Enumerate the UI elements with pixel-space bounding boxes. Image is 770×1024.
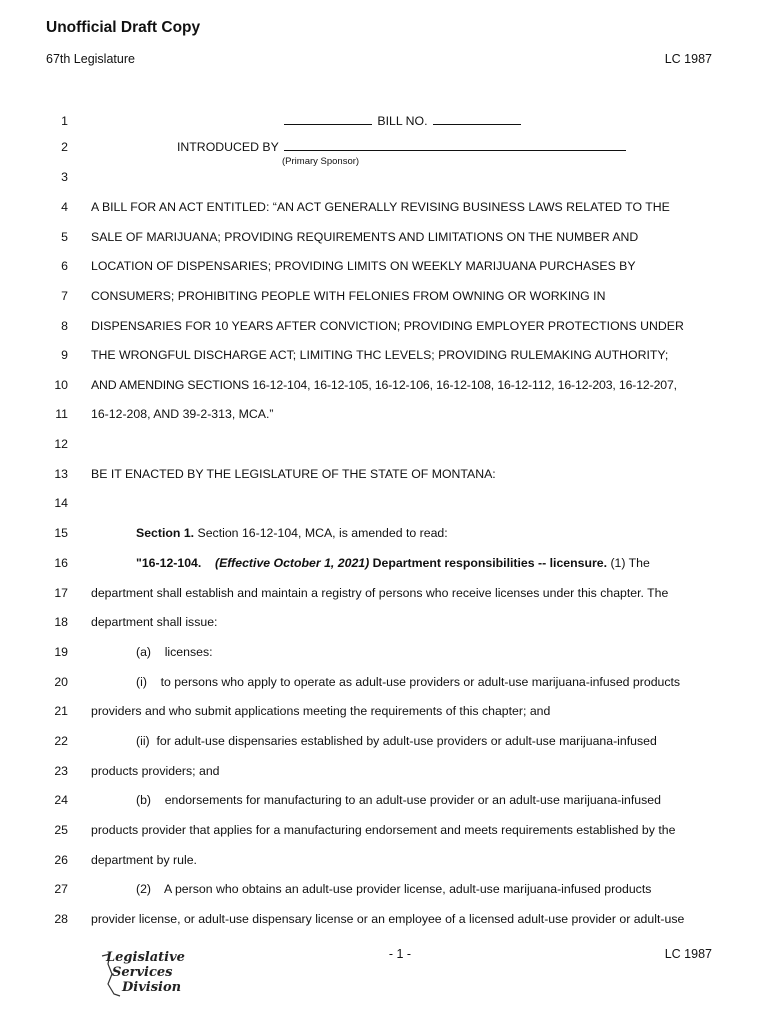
line-3 xyxy=(0,168,770,186)
line-15 xyxy=(0,524,770,542)
line-8 xyxy=(0,317,770,335)
line-number: 1 xyxy=(61,114,68,128)
line-text: department by rule. xyxy=(91,853,197,867)
line-4 xyxy=(0,198,770,216)
blank-rule xyxy=(284,112,372,125)
line-text: products provider that applies for a manufacturing endorsement and meets requirements established by the xyxy=(91,823,676,837)
line-text xyxy=(136,524,448,542)
line-number: 26 xyxy=(54,853,68,867)
line-text: department shall establish and maintain a registry of persons who receive licenses under this chapter. The xyxy=(91,586,669,600)
line-text: department shall issue: xyxy=(91,615,218,629)
logo-word: Division xyxy=(122,980,182,995)
line-number: 16 xyxy=(54,556,68,570)
line-text: (b) endorsements for manufacturing to an adult-use provider or an adult-use marijuana-infused xyxy=(136,793,661,807)
line-text xyxy=(136,554,650,572)
page-number: - 1 - xyxy=(388,947,412,961)
line-number: 28 xyxy=(54,912,68,926)
line-23 xyxy=(0,762,770,780)
line-24 xyxy=(0,791,770,809)
line-number: 24 xyxy=(54,793,68,807)
line-text: LOCATION OF DISPENSARIES; PROVIDING LIMITS ON WEEKLY MARIJUANA PURCHASES BY xyxy=(91,259,636,273)
line-number: 14 xyxy=(54,496,68,510)
line-number: 21 xyxy=(54,704,68,718)
line-number: 11 xyxy=(55,407,68,421)
line-text: provider license, or adult-use dispensary license or an employee of a licensed adult-use provider or adult-use xyxy=(91,912,685,926)
statute-title: Department responsibilities -- licensure. xyxy=(372,556,608,570)
line-text: AND AMENDING SECTIONS 16-12-104, 16-12-105, 16-12-106, 16-12-108, 16-12-112, 16-12-203, 16-12-207, xyxy=(91,378,677,392)
line-number: 10 xyxy=(54,378,68,392)
line-21 xyxy=(0,702,770,720)
lc-number-footer: LC 1987 xyxy=(664,947,712,961)
line-number: 23 xyxy=(54,764,68,778)
line-number: 9 xyxy=(61,348,68,362)
line-number: 15 xyxy=(54,526,68,540)
line-text: A BILL FOR AN ACT ENTITLED: “AN ACT GENERALLY REVISING BUSINESS LAWS RELATED TO THE xyxy=(91,200,670,214)
line-number: 17 xyxy=(54,586,68,600)
line-22 xyxy=(0,732,770,750)
line-1 xyxy=(0,112,770,130)
line-number: 13 xyxy=(54,467,68,481)
line-number: 18 xyxy=(54,615,68,629)
primary-sponsor-caption: (Primary Sponsor) xyxy=(282,156,360,167)
line-number: 20 xyxy=(54,675,68,689)
line-number: 22 xyxy=(54,734,68,748)
line-13 xyxy=(0,465,770,483)
line-9 xyxy=(0,346,770,364)
lc-number-header: LC 1987 xyxy=(664,52,712,66)
line-6 xyxy=(0,257,770,275)
line-number: 6 xyxy=(61,259,68,273)
line-2 xyxy=(0,138,770,156)
line-text: BE IT ENACTED BY THE LEGISLATURE OF THE STATE OF MONTANA: xyxy=(91,467,496,481)
line-number: 12 xyxy=(54,437,68,451)
logo-word: Legislative xyxy=(106,950,185,965)
bill-no-label: BILL NO. xyxy=(377,114,428,128)
blank-rule xyxy=(284,138,626,151)
line-number: 27 xyxy=(54,882,68,896)
line-text: (ii) for adult-use dispensaries established by adult-use providers or adult-use marijuana-infused xyxy=(136,734,657,748)
blank-rule xyxy=(433,112,521,125)
line-number: 25 xyxy=(54,823,68,837)
line-text: THE WRONGFUL DISCHARGE ACT; LIMITING THC LEVELS; PROVIDING RULEMAKING AUTHORITY; xyxy=(91,348,669,362)
line-number: 7 xyxy=(61,289,68,303)
line-10 xyxy=(0,376,770,394)
line-text: CONSUMERS; PROHIBITING PEOPLE WITH FELONIES FROM OWNING OR WORKING IN xyxy=(91,289,606,303)
line-28 xyxy=(0,910,770,928)
line-20 xyxy=(0,673,770,691)
line-text: (a) licenses: xyxy=(136,645,213,659)
line-7 xyxy=(0,287,770,305)
line-11 xyxy=(0,405,770,423)
legislature-label: 67th Legislature xyxy=(46,52,135,66)
statute-number: "16-12-104. xyxy=(136,556,202,570)
line-19 xyxy=(0,643,770,661)
line-number: 5 xyxy=(61,230,68,244)
draft-title: Unofficial Draft Copy xyxy=(46,19,201,36)
line-number: 2 xyxy=(61,140,68,154)
introduced-by-line xyxy=(177,138,628,156)
line-14 xyxy=(0,494,770,512)
section-heading: Section 1. xyxy=(136,526,195,540)
section-intro: Section 16-12-104, MCA, is amended to read: xyxy=(194,526,448,540)
line-18 xyxy=(0,613,770,631)
statute-text: (1) The xyxy=(607,556,650,570)
line-text: 16-12-208, AND 39-2-313, MCA.” xyxy=(91,407,274,421)
line-12 xyxy=(0,435,770,453)
line-number: 4 xyxy=(61,200,68,214)
legislative-services-division-logo xyxy=(98,950,198,1000)
introduced-by-label: INTRODUCED BY xyxy=(177,140,279,154)
logo-word: Services xyxy=(112,965,173,980)
line-5 xyxy=(0,228,770,246)
line-17 xyxy=(0,584,770,602)
line-number: 19 xyxy=(54,645,68,659)
line-16 xyxy=(0,554,770,572)
line-text: SALE OF MARIJUANA; PROVIDING REQUIREMENTS AND LIMITATIONS ON THE NUMBER AND xyxy=(91,230,639,244)
line-text: (i) to persons who apply to operate as adult-use providers or adult-use marijuana-infused products xyxy=(136,675,681,689)
line-26 xyxy=(0,851,770,869)
line-25 xyxy=(0,821,770,839)
effective-date: (Effective October 1, 2021) xyxy=(214,556,370,570)
line-number: 8 xyxy=(61,319,68,333)
line-text: (2) A person who obtains an adult-use provider license, adult-use marijuana-infused products xyxy=(136,882,652,896)
line-text: DISPENSARIES FOR 10 YEARS AFTER CONVICTION; PROVIDING EMPLOYER PROTECTIONS UNDER xyxy=(91,319,684,333)
bill-number-line xyxy=(282,112,523,130)
line-text: providers and who submit applications meeting the requirements of this chapter; and xyxy=(91,704,551,718)
line-text: products providers; and xyxy=(91,764,220,778)
line-27 xyxy=(0,880,770,898)
line-number: 3 xyxy=(61,170,68,184)
